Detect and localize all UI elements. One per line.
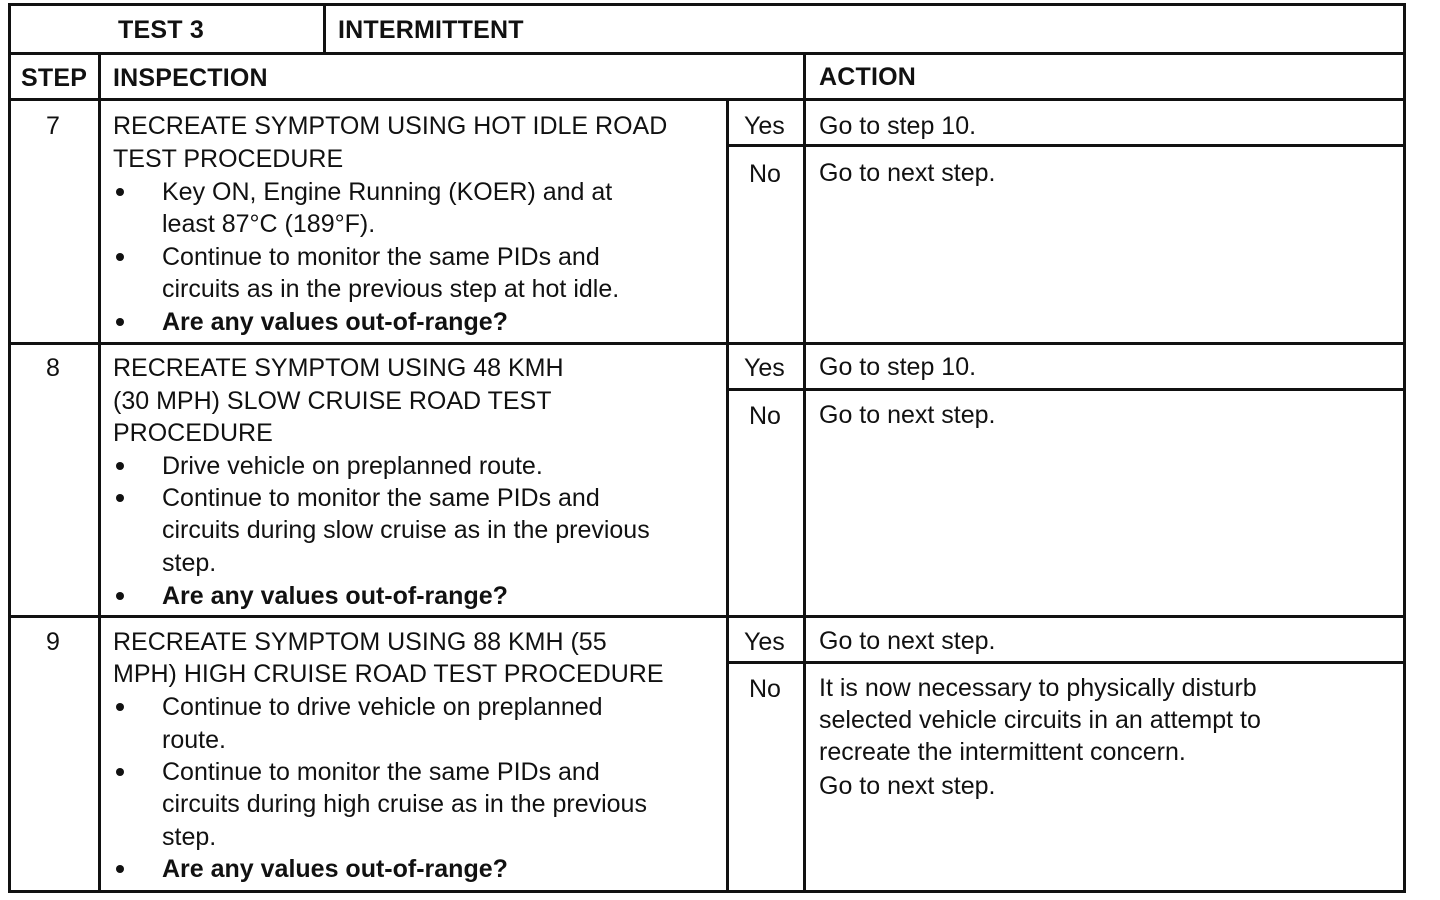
table-border-top <box>8 3 1406 6</box>
test-name: INTERMITTENT <box>338 16 524 44</box>
yes-label: Yes <box>744 354 785 382</box>
no-action-line: recreate the intermittent concern. <box>819 738 1186 766</box>
row-divider-8-9 <box>8 615 1406 618</box>
bullet-question: Are any values out-of-range? <box>162 855 508 883</box>
no-action-line: Go to next step. <box>819 772 996 800</box>
header-divider <box>8 52 1406 55</box>
table-border-left <box>8 3 11 893</box>
yes-no-divider-7 <box>726 144 1406 147</box>
yes-action: Go to next step. <box>819 627 996 655</box>
bullet-question: Are any values out-of-range? <box>162 308 508 336</box>
bullet-text-line: Continue to monitor the same PIDs and <box>162 243 600 271</box>
bullet-icon <box>116 462 124 470</box>
test-label: TEST 3 <box>118 16 204 44</box>
no-action-line: Go to next step. <box>819 159 996 187</box>
column-header-action: ACTION <box>819 63 917 91</box>
step-number: 9 <box>46 628 60 656</box>
inspection-title-line: TEST PROCEDURE <box>113 145 344 173</box>
bullet-icon <box>116 592 124 600</box>
bullet-icon <box>116 188 124 196</box>
bullet-text-line: Continue to monitor the same PIDs and <box>162 758 600 786</box>
yes-no-divider-8 <box>726 388 1406 391</box>
bullet-icon <box>116 703 124 711</box>
bullet-text-line: circuits during high cruise as in the previous <box>162 790 647 818</box>
no-action-line: selected vehicle circuits in an attempt to <box>819 706 1261 734</box>
no-label: No <box>749 675 781 703</box>
title-cell-divider <box>323 3 326 53</box>
bullet-text-line: Drive vehicle on preplanned route. <box>162 452 543 480</box>
result-column-line <box>726 98 729 892</box>
bullet-text-line: step. <box>162 823 217 851</box>
yes-action: Go to step 10. <box>819 112 977 140</box>
inspection-title-line: (30 MPH) SLOW CRUISE ROAD TEST <box>113 387 552 415</box>
column-header-step: STEP <box>21 64 88 92</box>
step-number: 7 <box>46 112 60 140</box>
yes-no-divider-9 <box>726 661 1406 664</box>
no-action-line: Go to next step. <box>819 401 996 429</box>
inspection-title-line: MPH) HIGH CRUISE ROAD TEST PROCEDURE <box>113 660 664 688</box>
no-label: No <box>749 160 781 188</box>
inspection-title-line: RECREATE SYMPTOM USING HOT IDLE ROAD <box>113 112 668 140</box>
column-header-inspection: INSPECTION <box>113 64 268 92</box>
bullet-text-line: Key ON, Engine Running (KOER) and at <box>162 178 613 206</box>
row-divider-7-8 <box>8 342 1406 345</box>
yes-action: Go to step 10. <box>819 353 977 381</box>
bullet-text-line: step. <box>162 549 217 577</box>
bullet-icon <box>116 318 124 326</box>
bullet-text-line: least 87°C (189°F). <box>162 210 376 238</box>
bullet-text-line: route. <box>162 726 226 754</box>
bullet-text-line: circuits as in the previous step at hot idle. <box>162 275 620 303</box>
bullet-text-line: Continue to drive vehicle on preplanned <box>162 693 603 721</box>
bullet-icon <box>116 768 124 776</box>
step-column-line <box>98 52 101 892</box>
bullet-text-line: circuits during slow cruise as in the previous <box>162 516 650 544</box>
bullet-icon <box>116 253 124 261</box>
no-action-line: It is now necessary to physically disturb <box>819 674 1257 702</box>
inspection-title-line: PROCEDURE <box>113 419 273 447</box>
inspection-title-line: RECREATE SYMPTOM USING 88 KMH (55 <box>113 628 607 656</box>
no-label: No <box>749 402 781 430</box>
bullet-text-line: Continue to monitor the same PIDs and <box>162 484 600 512</box>
table-border-right <box>1403 3 1406 893</box>
step-number: 8 <box>46 354 60 382</box>
bullet-icon <box>116 494 124 502</box>
bullet-question: Are any values out-of-range? <box>162 582 508 610</box>
inspection-title-line: RECREATE SYMPTOM USING 48 KMH <box>113 354 564 382</box>
action-column-line <box>803 52 806 892</box>
yes-label: Yes <box>744 112 785 140</box>
column-header-divider <box>8 98 1406 101</box>
yes-label: Yes <box>744 628 785 656</box>
bullet-icon <box>116 865 124 873</box>
table-border-bottom <box>8 890 1406 893</box>
